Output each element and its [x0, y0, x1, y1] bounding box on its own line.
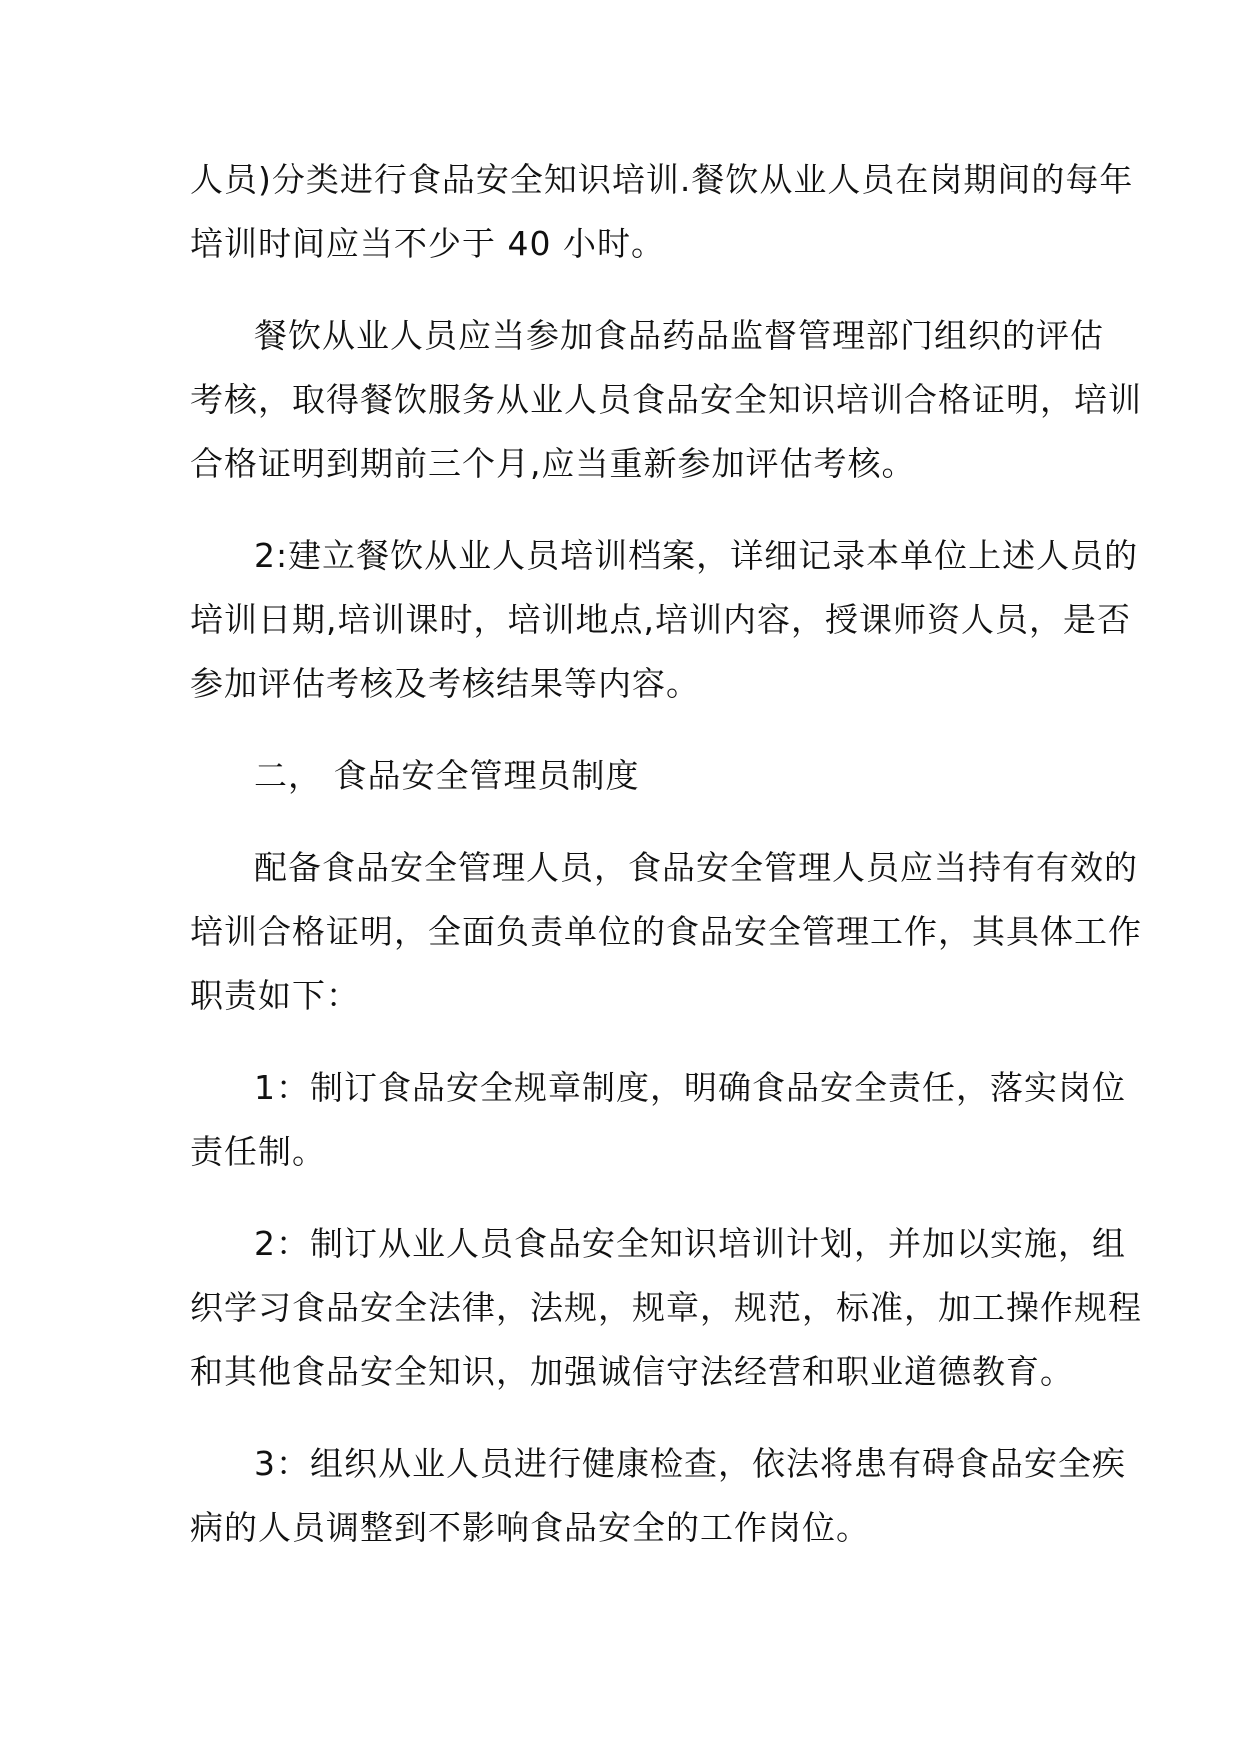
text-line: 餐饮从业人员应当参加食品药品监督管理部门组织的评估 [254, 316, 1104, 355]
text-line: 织学习食品安全法律，法规，规章，规范，标准，加工操作规程 [190, 1288, 1142, 1327]
text-line: 2:建立餐饮从业人员培训档案，详细记录本单位上述人员的 [254, 536, 1139, 575]
text-line: 3：组织从业人员进行健康检查，依法将患有碍食品安全疾 [254, 1444, 1126, 1483]
document-page [190, 148, 1142, 1588]
paragraph-assessment [190, 304, 1142, 496]
text-line: 考核，取得餐饮服务从业人员食品安全知识培训合格证明，培训 [190, 380, 1142, 419]
section-title: 二， 食品安全管理员制度 [254, 756, 640, 795]
text-line: 培训合格证明，全面负责单位的食品安全管理工作，其具体工作 [190, 912, 1142, 951]
paragraph-training-records [190, 524, 1139, 716]
text-line: 人员)分类进行食品安全知识培训.餐饮从业人员在岗期间的每年 [190, 160, 1134, 199]
text-line: 培训日期,培训课时，培训地点,培训内容，授课师资人员，是否 [190, 600, 1131, 639]
text-line: 和其他食品安全知识，加强诚信守法经营和职业道德教育。 [190, 1352, 1074, 1391]
text-line: 2：制订从业人员食品安全知识培训计划，并加以实施，组 [254, 1224, 1126, 1263]
text-line: 培训时间应当不少于 40 小时。 [190, 224, 665, 263]
paragraph-training-hours [190, 148, 1134, 276]
text-line: 职责如下： [190, 976, 360, 1015]
text-line: 1：制订食品安全规章制度，明确食品安全责任，落实岗位 [254, 1068, 1126, 1107]
list-item-duty-1 [190, 1056, 1126, 1184]
text-line: 配备食品安全管理人员，食品安全管理人员应当持有有效的 [254, 848, 1138, 887]
list-item-duty-2 [190, 1212, 1142, 1404]
paragraph-manager-intro [190, 836, 1142, 1028]
text-line: 责任制。 [190, 1132, 326, 1171]
text-line: 病的人员调整到不影响食品安全的工作岗位。 [190, 1508, 870, 1547]
section-heading [190, 744, 1060, 808]
list-item-duty-3 [190, 1432, 1126, 1560]
text-line: 合格证明到期前三个月,应当重新参加评估考核。 [190, 444, 916, 483]
text-line: 参加评估考核及考核结果等内容。 [190, 664, 700, 703]
